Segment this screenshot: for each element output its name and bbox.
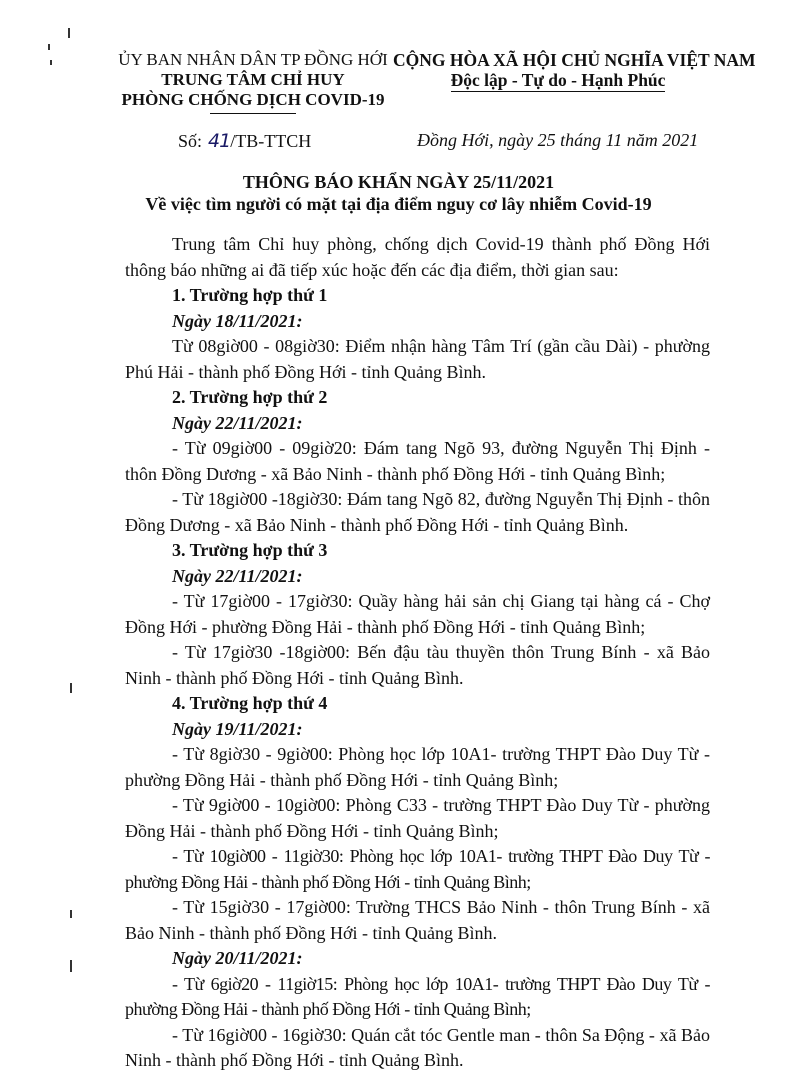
document-body [125, 232, 710, 1074]
place-date: Đồng Hới, ngày 25 tháng 11 năm 2021 [417, 130, 699, 150]
location-item: - Từ 10giờ00 - 11giờ30: Phòng học lớp 10A1- trường THPT Đào Duy Từ - phường Đồng Hải - thành phố Đồng Hới - tỉnh Quảng Bình; [125, 846, 710, 892]
scan-mark [70, 960, 72, 972]
document-subtitle: Về việc tìm người có mặt tại địa điểm nguy cơ lây nhiễm Covid-19 [145, 194, 652, 214]
document-number [178, 130, 311, 152]
scan-mark [48, 44, 50, 50]
issuer-block [108, 50, 398, 114]
location-item: - Từ 8giờ30 - 9giờ00: Phòng học lớp 10A1- trường THPT Đào Duy Từ - phường Đồng Hải - thành phố Đồng Hới - tỉnh Quảng Bình; [125, 744, 710, 790]
location-item: - Từ 16giờ00 - 16giờ30: Quán cắt tóc Gentle man - thôn Sa Động - xã Bảo Ninh - thành phố Đồng Hới - tỉnh Quảng Bình. [125, 1024, 710, 1070]
location-item: Từ 08giờ00 - 08giờ30: Điểm nhận hàng Tâm Trí (gần cầu Dài) - phường Phú Hải - thành phố Đồng Hới - tỉnh Quảng Bình. [125, 336, 710, 382]
scan-mark [68, 28, 70, 38]
case-date: Ngày 19/11/2021: [172, 718, 303, 739]
location-item: - Từ 17giờ00 - 17giờ30: Quầy hàng hải sản chị Giang tại hàng cá - Chợ Đồng Hới - phường Đồng Hải - thành phố Đồng Hới - tỉnh Quảng Bình; [125, 591, 710, 637]
case-date: Ngày 22/11/2021: [172, 412, 303, 433]
scan-mark [70, 683, 72, 693]
location-item: - Từ 15giờ30 - 17giờ00: Trường THCS Bảo Ninh - thôn Trung Bính - xã Bảo Ninh - thành phố Đồng Hới - tỉnh Quảng Bình. [125, 897, 710, 943]
national-motto-block [393, 50, 756, 90]
handwritten-number: 41 [208, 130, 231, 152]
intro-paragraph: Trung tâm Chỉ huy phòng, chống dịch Covid-19 thành phố Đồng Hới thông báo những ai đã tiếp xúc hoặc đến các địa điểm, thời gian sau: [125, 234, 710, 280]
issuer-underline [210, 113, 296, 114]
issuer-line-1: ỦY BAN NHÂN DÂN TP ĐỒNG HỚI [118, 50, 388, 69]
case-date: Ngày 20/11/2021: [172, 948, 303, 968]
location-item: - Từ 17giờ30 -18giờ00: Bến đậu tàu thuyền thôn Trung Bính - xã Bảo Ninh - thành phố Đồng Hới - tỉnh Quảng Bình. [125, 642, 710, 688]
location-item: - Từ 6giờ20 - 11giờ15: Phòng học lớp 10A1- trường THPT Đào Duy Từ - phường Đồng Hải - thành phố Đồng Hới - tỉnh Quảng Bình; [125, 973, 710, 1019]
case-date: Ngày 18/11/2021: [172, 310, 303, 331]
location-item: - Từ 18giờ00 -18giờ30: Đám tang Ngõ 82, đường Nguyễn Thị Định - thôn Đồng Dương - xã Bảo Ninh - thành phố Đồng Hới - tỉnh Quảng Bình. [125, 489, 710, 535]
case-heading: 3. Trường hợp thứ 3 [172, 540, 328, 560]
motto: Độc lập - Tự do - Hạnh Phúc [450, 70, 666, 90]
number-prefix: Số: [178, 131, 203, 151]
country-name: CỘNG HÒA XÃ HỘI CHỦ NGHĨA VIỆT NAM [393, 50, 756, 70]
case-heading: 4. Trường hợp thứ 4 [172, 693, 328, 713]
issuer-line-2: TRUNG TÂM CHỈ HUY [161, 70, 345, 89]
case-heading: 2. Trường hợp thứ 2 [172, 387, 328, 407]
document-title: THÔNG BÁO KHẨN NGÀY 25/11/2021 [242, 172, 555, 192]
issuer-line-3: PHÒNG CHỐNG DỊCH COVID-19 [121, 90, 385, 109]
number-suffix: /TB-TTCH [230, 131, 312, 151]
case-date: Ngày 22/11/2021: [172, 565, 303, 586]
scan-mark [50, 60, 52, 65]
location-item: - Từ 09giờ00 - 09giờ20: Đám tang Ngõ 93, đường Nguyễn Thị Định - thôn Đồng Dương - xã Bảo Ninh - thành phố Đồng Hới - tỉnh Quảng Bình; [125, 438, 710, 484]
scan-mark [70, 910, 72, 918]
case-heading: 1. Trường hợp thứ 1 [172, 285, 328, 305]
location-item: - Từ 9giờ00 - 10giờ00: Phòng C33 - trường THPT Đào Duy Từ - phường Đồng Hải - thành phố Đồng Hới - tỉnh Quảng Bình; [125, 795, 710, 841]
